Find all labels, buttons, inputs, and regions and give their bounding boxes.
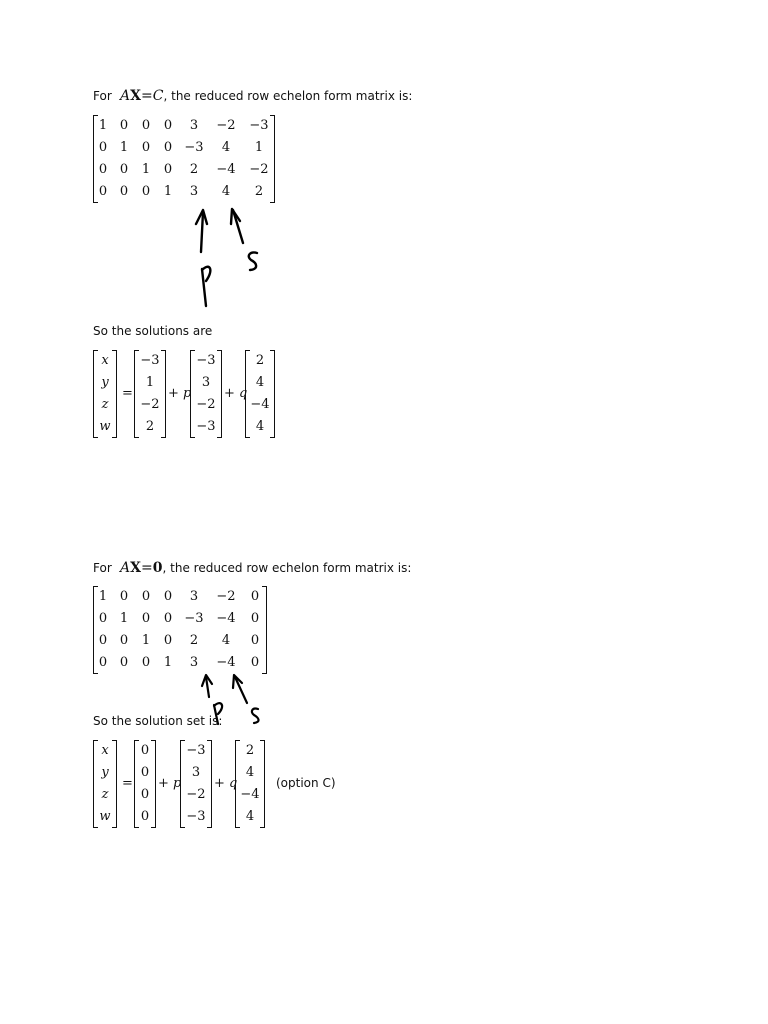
matrix-cell: 0 (163, 162, 173, 177)
matrix-cell: 0 (141, 655, 151, 670)
matrix-cell: −3 (249, 118, 269, 133)
section2-p-vector (180, 740, 212, 828)
matrix-cell: 0 (98, 655, 108, 670)
right-bracket (151, 740, 156, 828)
matrix-cell: 1 (141, 633, 151, 648)
matrix-cell: 0 (141, 611, 151, 626)
matrix-cell: 1 (254, 140, 264, 155)
matrix-cell: 0 (119, 655, 129, 670)
section2-equals: = (122, 776, 133, 791)
matrix-cell: 1 (163, 184, 173, 199)
matrix-cell: 2 (189, 162, 199, 177)
matrix-cell: −4 (216, 162, 236, 177)
section1-intro-suffix: , the reduced row echelon form matrix is: (163, 89, 413, 103)
matrix-cell: 0 (141, 118, 151, 133)
q-symbol: q (229, 776, 238, 791)
plus-symbol: + (214, 776, 225, 791)
matrix-cell: 3 (189, 655, 199, 670)
section2-plus-q (214, 776, 237, 791)
section1-intro-prefix: For (93, 89, 112, 103)
vector-entry: y (101, 375, 109, 390)
vector-entry: 2 (255, 353, 265, 368)
section2-particular-vector (134, 740, 156, 828)
left-bracket (180, 740, 185, 828)
plus-symbol: + (168, 386, 179, 401)
section2-intro-prefix: For (93, 561, 112, 575)
matrix-cell: 0 (98, 633, 108, 648)
matrix-cell: 0 (98, 140, 108, 155)
option-note: (option C) (276, 776, 336, 790)
matrix-cell: −4 (216, 655, 236, 670)
matrix-cell: 0 (250, 655, 260, 670)
matrix-a-symbol: A (120, 560, 131, 576)
matrix-cell: 0 (250, 611, 260, 626)
section2-q-vector (235, 740, 265, 828)
vector-entry: z (101, 397, 109, 412)
vector-entry: 0 (140, 787, 150, 802)
matrix-cell: 0 (163, 611, 173, 626)
vector-entry: 1 (145, 375, 155, 390)
matrix-cell: 4 (221, 184, 231, 199)
left-bracket (134, 740, 139, 828)
vector-entry: 0 (140, 743, 150, 758)
matrix-cell: 1 (98, 118, 108, 133)
matrix-cell: 0 (141, 589, 151, 604)
matrix-cell: −3 (184, 140, 204, 155)
section2-solutions-label: So the solution set is: (93, 714, 223, 728)
matrix-cell: 1 (141, 162, 151, 177)
vector-entry: 2 (145, 419, 155, 434)
section2-variable-vector (93, 740, 117, 828)
vector-entry: −3 (196, 353, 216, 368)
matrix-cell: 0 (119, 162, 129, 177)
plus-symbol: + (224, 386, 235, 401)
equals-symbol: = (141, 560, 153, 576)
matrix-a-symbol: A (120, 88, 131, 104)
matrix-cell: 1 (98, 589, 108, 604)
matrix-cell: 0 (98, 611, 108, 626)
equals-symbol: = (141, 88, 153, 104)
matrix-cell: 0 (141, 184, 151, 199)
section2-plus-p (158, 776, 181, 791)
matrix-cell: 0 (119, 184, 129, 199)
handwritten-s-glyph (252, 709, 259, 723)
matrix-cell: 0 (119, 118, 129, 133)
matrix-cell: −2 (216, 589, 236, 604)
matrix-cell: 1 (119, 611, 129, 626)
matrix-cell: 0 (163, 140, 173, 155)
vector-entry: 2 (245, 743, 255, 758)
matrix-cell: 0 (119, 633, 129, 648)
matrix-cell: 3 (189, 589, 199, 604)
vector-entry: x (101, 353, 109, 368)
vector-entry: −2 (196, 397, 216, 412)
vector-entry: −2 (186, 787, 206, 802)
section2-intro-suffix: , the reduced row echelon form matrix is: (162, 561, 412, 575)
vector-entry: w (99, 419, 111, 434)
matrix-cell: 0 (98, 184, 108, 199)
vector-entry: y (101, 765, 109, 780)
plus-symbol: + (158, 776, 169, 791)
vector-entry: −3 (196, 419, 216, 434)
matrix-cell: 4 (221, 633, 231, 648)
vector-entry: 4 (245, 765, 255, 780)
vector-entry: −4 (240, 787, 260, 802)
matrix-cell: 0 (250, 633, 260, 648)
matrix-cell: −2 (249, 162, 269, 177)
q-symbol: q (239, 386, 248, 401)
matrix-cell: 0 (98, 162, 108, 177)
matrix-cell: 0 (163, 633, 173, 648)
matrix-cell: 2 (189, 633, 199, 648)
matrix-cell: 0 (163, 118, 173, 133)
vector-x-symbol: X (130, 88, 142, 104)
matrix-cell: 1 (163, 655, 173, 670)
vector-entry: 3 (191, 765, 201, 780)
matrix-cell: 3 (189, 184, 199, 199)
vector-entry: −2 (140, 397, 160, 412)
matrix-cell: 4 (221, 140, 231, 155)
matrix-cell: 0 (163, 589, 173, 604)
vector-entry: z (101, 787, 109, 802)
p-symbol: p (173, 776, 182, 791)
section1-equals: = (122, 386, 133, 401)
vector-x-symbol: X (130, 560, 142, 576)
vector-entry: −3 (186, 743, 206, 758)
matrix-cell: 0 (141, 140, 151, 155)
right-bracket (207, 740, 212, 828)
p-symbol: p (183, 386, 192, 401)
matrix-cell: −3 (184, 611, 204, 626)
matrix-cell: 0 (250, 589, 260, 604)
matrix-cell: 3 (189, 118, 199, 133)
vector-entry: 4 (245, 809, 255, 824)
right-bracket (260, 740, 265, 828)
matrix-cell: 2 (254, 184, 264, 199)
zero-vector-symbol: 0 (152, 560, 163, 576)
vector-entry: 4 (255, 375, 265, 390)
vector-entry: x (101, 743, 109, 758)
vector-entry: −3 (140, 353, 160, 368)
matrix-cell: 1 (119, 140, 129, 155)
vector-entry: w (99, 809, 111, 824)
left-bracket (93, 740, 98, 828)
vector-c-symbol: C (152, 88, 164, 104)
matrix-cell: 0 (119, 589, 129, 604)
vector-entry: 0 (140, 809, 150, 824)
vector-entry: −3 (186, 809, 206, 824)
matrix-cell: −2 (216, 118, 236, 133)
section1-solutions-label: So the solutions are (93, 324, 213, 338)
vector-entry: −4 (250, 397, 270, 412)
matrix-cell: −4 (216, 611, 236, 626)
left-bracket (235, 740, 240, 828)
vector-entry: 3 (201, 375, 211, 390)
right-bracket (112, 740, 117, 828)
vector-entry: 0 (140, 765, 150, 780)
vector-entry: 4 (255, 419, 265, 434)
